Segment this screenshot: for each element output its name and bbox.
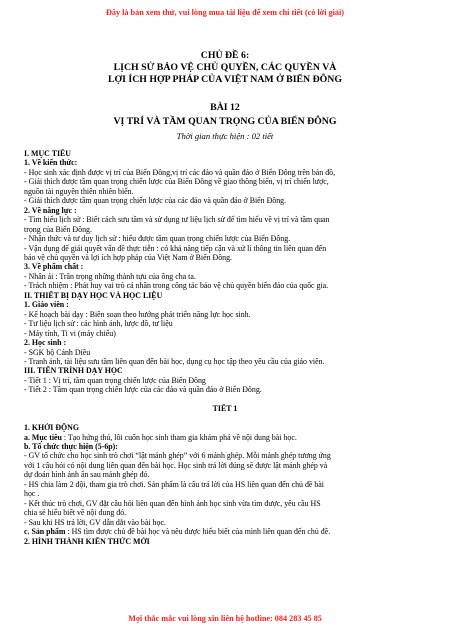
subsection-heading: 2. Học sinh : xyxy=(24,338,67,348)
section-heading: I. MỤC TIÊU xyxy=(24,149,71,158)
lesson-number: BÀI 12 xyxy=(210,102,240,113)
paragraph-line: - Nhận thức và tư duy lịch sử : hiểu được tầm quan trọng chiến lược của Biển Đông. xyxy=(24,234,291,244)
paragraph-line: - Giải thích được tầm quan trọng chiến lược của các đảo và quần đảo ở Biển Đông. xyxy=(24,196,287,206)
paragraph-line: - Kế hoạch bài dạy : Biên soạn theo hướng phát triển năng lực học sinh. xyxy=(24,309,251,319)
paragraph-line: - Tiết 1 : Vị trí, tầm quan trọng chiến lược của Biển Đông xyxy=(24,375,206,385)
paragraph-line: - Vận dụng để giải quyết vấn đề thực tiễn : có khả năng tiếp cận và xử lí thông tin liên quan đến xyxy=(24,243,327,253)
paragraph-line: - GV tổ chức cho học sinh trò chơi “lật mảnh ghép” với 6 mảnh ghép. Mỗi mảnh ghép tương ứng xyxy=(24,451,331,461)
subsection-heading: 3. Về phẩm chất : xyxy=(24,262,84,272)
paragraph-line: bảo vệ chủ quyền và lợi ích hợp pháp của Việt Nam ở Biển Đông. xyxy=(24,252,233,262)
topic-label: CHỦ ĐỀ 6: xyxy=(200,50,250,61)
paragraph-line: - Trách nhiệm : Phát huy vai trò cá nhân trong công tác bảo vệ chủ quyền biển đảo của quốc gia. xyxy=(24,281,329,291)
hotline-notice: Mọi thắc mắc vui lòng xin liên hệ hotline: 084 283 45 85 xyxy=(128,614,322,623)
inline-text: : HS tìm được chủ đề bài học và nêu được hiểu biết của mình liên quan đến chủ đề. xyxy=(65,527,331,537)
paragraph-line: - HS chia làm 2 đội, tham gia trò chơi. Sản phẩm là câu trả lời của HS liên quan đến chủ đề bài xyxy=(24,479,324,489)
subsection-heading: 2. Về năng lực : xyxy=(24,205,77,215)
paragraph-line xyxy=(24,527,426,536)
paragraph-line: học . xyxy=(24,489,40,499)
paragraph-line: - Sau khi HS trả lời, GV dẫn dắt vào bài học. xyxy=(24,517,166,527)
section-heading: 1. KHỞI ĐỘNG xyxy=(24,423,80,433)
paragraph-line: - Tìm hiểu lịch sử : Biết cách sưu tầm và sử dụng tư liệu lịch sử để tìm hiểu về vị trí và tầm quan xyxy=(24,215,330,225)
paragraph-line: - Tư liệu lịch sử : các hình ảnh, lược đồ, tư liệu xyxy=(24,319,173,329)
paragraph-line: - Nhân ái : Trân trọng những thành tựu của ông cha ta. xyxy=(24,271,196,281)
subsection-heading: b. Tổ chức thực hiện (5-6p): xyxy=(24,442,118,452)
inline-label: a. Mục tiêu xyxy=(24,432,62,442)
lesson-title: VỊ TRÍ VÀ TẦM QUAN TRỌNG CỦA BIỂN ĐÔNG xyxy=(113,116,337,127)
paragraph-line: - Máy tính, Ti vi (máy chiếu) xyxy=(24,328,116,338)
section-heading: III. TIẾN TRÌNH DẠY HỌC xyxy=(24,366,123,376)
subsection-heading: 1. Về kiến thức: xyxy=(24,158,78,168)
paragraph-line: - Tranh ảnh, tài liệu sưu tầm liên quan đến bài học, dụng cụ học tập theo yêu cầu của giáo viên. xyxy=(24,356,325,366)
inline-label: c. Sản phẩm xyxy=(24,527,66,537)
paragraph-line: nguồn tài nguyên thiên nhiên biển. xyxy=(24,186,134,196)
period-heading: TIẾT 1 xyxy=(212,404,238,414)
paragraph-line xyxy=(24,433,426,442)
topic-title-line1: LỊCH SỬ BẢO VỆ CHỦ QUYỀN, CÁC QUYỀN VÀ xyxy=(113,62,337,73)
paragraph-line: trọng của Biển Đông. xyxy=(24,224,92,234)
paragraph-line: - Giải thích được tầm quan trọng chiến lược của Biển Đông về giao thông biển, vị trí chiến lược, xyxy=(24,177,329,187)
topic-title-line2: LỢI ÍCH HỢP PHÁP CỦA VIỆT NAM Ở BIỂN ĐÔNG xyxy=(108,74,342,85)
paragraph-line: - Tiết 2 : Tầm quan trọng chiến lược của các đảo và quần đảo ở Biển Đông. xyxy=(24,385,262,395)
lesson-duration: Thời gian thực hiện : 02 tiết xyxy=(176,131,274,141)
section-heading: 2. HÌNH THÀNH KIẾN THỨC MỚI xyxy=(24,536,150,546)
inline-text: : Tạo hứng thú, lôi cuốn học sinh tham gia khám phá về nội dung bài học. xyxy=(61,432,297,442)
paragraph-line: dự đoán hình ảnh ẩn sau mảnh ghép đó. xyxy=(24,470,150,480)
paragraph-line: chia sẻ hiểu biết về nội dung đó. xyxy=(24,508,127,518)
paragraph-line: - Kết thúc trò chơi, GV đặt câu hỏi liên quan đến hình ảnh học sinh vừa tìm được, yêu cầu HS xyxy=(24,498,321,508)
document-body xyxy=(24,149,426,546)
preview-notice: Đây là bản xem thử, vui lòng mua tài liệu để xem chi tiết (có lời giải) xyxy=(105,8,344,17)
subsection-heading: 1. Giáo viên : xyxy=(24,300,69,310)
paragraph-line: - SGK bộ Cánh Diều xyxy=(24,347,91,357)
section-heading: II. THIẾT BỊ DẠY HỌC VÀ HỌC LIỆU xyxy=(24,290,163,300)
paragraph-line: với 1 câu hỏi có nội dung liên quan đến bài học. Học sinh trả lời đúng sẽ được lật mảnh ghép và xyxy=(24,460,328,470)
paragraph-line: - Học sinh xác định được vị trí của Biển Đông,vị trí các đảo và quần đảo ở Biển Đông trên bản đồ, xyxy=(24,167,336,177)
